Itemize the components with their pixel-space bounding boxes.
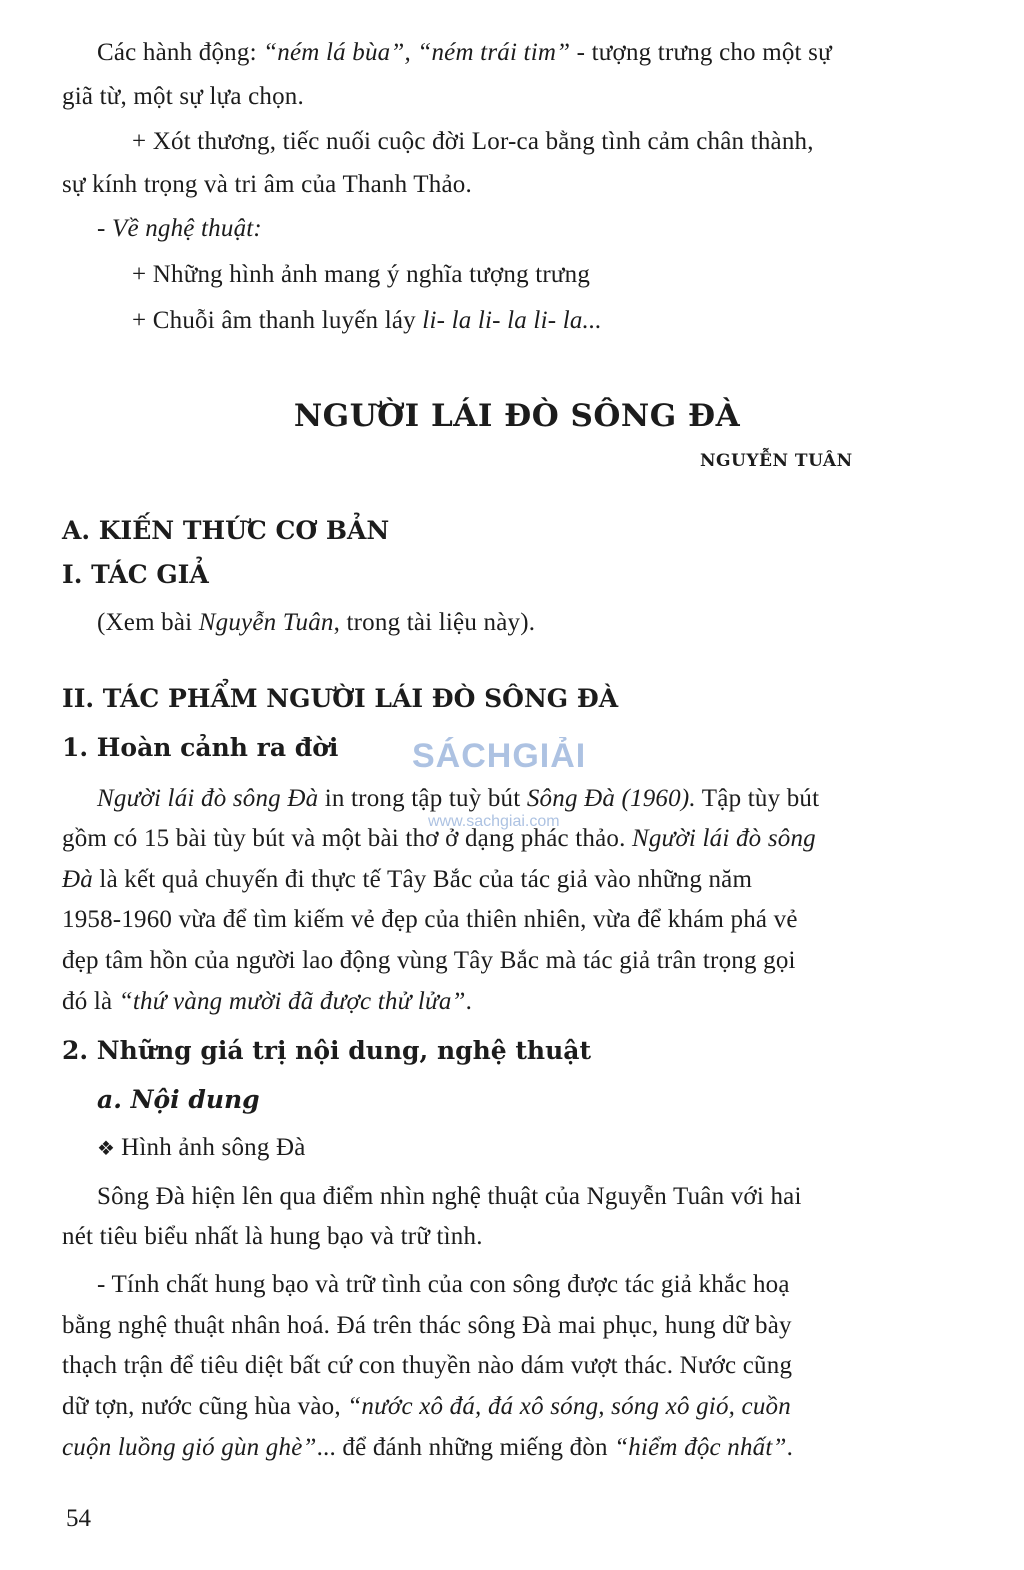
para3-line-3: thạch trận để tiêu diệt bất cứ con thuyền nào dám vượt thác. Nước cũng — [62, 1352, 793, 1379]
section-ii-heading: II. TÁC PHẨM NGƯỜI LÁI ĐÒ SÔNG ĐÀ — [62, 684, 619, 713]
bullet-item — [97, 1132, 306, 1165]
diamond-bullet-icon: ❖ — [97, 1138, 116, 1160]
prev-line-7-b: li- la li- la li- la... — [422, 307, 602, 334]
para3-line-4 — [62, 1391, 791, 1423]
para1-l3-a: Đà — [62, 866, 93, 893]
watermark-url: www.sachgiai.com — [428, 813, 560, 830]
para1-l6-b: “thứ vàng mười đã được thử lửa” — [118, 988, 466, 1015]
lesson-title: NGƯỜI LÁI ĐÒ SÔNG ĐÀ — [293, 398, 741, 434]
para1-line-6 — [62, 986, 472, 1018]
prev-line-1-a: Các hành động: — [97, 39, 264, 66]
para3-line-2: bằng nghệ thuật nhân hoá. Đá trên thác sông Đà mai phục, hung dữ bày — [62, 1312, 792, 1339]
prev-line-6: + Những hình ảnh mang ý nghĩa tượng trưng — [132, 261, 591, 288]
section-i-heading: I. TÁC GIẢ — [62, 560, 209, 589]
para1-l2-a: gồm có 15 bài tùy bút và một bài thơ ở dạng phác thảo. — [62, 825, 632, 852]
watermark-logo: SÁCHGIẢI — [412, 737, 587, 775]
para1-l1-d: Tập tùy bút — [695, 785, 820, 812]
para1-line-1 — [97, 783, 819, 815]
ref-b: Nguyễn Tuân — [198, 609, 334, 636]
prev-line-3: + Xót thương, tiếc nuối cuộc đời Lor-ca bằng tình cảm chân thành, — [132, 128, 814, 155]
prev-line-4: sự kính trọng và tri âm của Thanh Thảo. — [62, 171, 472, 198]
section-a-heading: A. KIẾN THỨC CƠ BẢN — [62, 516, 390, 545]
bullet-item-text: Hình ảnh sông Đà — [121, 1134, 306, 1161]
subsection-1-heading: 1. Hoàn cảnh ra đời — [62, 733, 339, 762]
prev-line-1-c: - tượng trưng cho một sự — [570, 39, 832, 66]
para3-l5-c: “hiểm độc nhất” — [614, 1434, 787, 1461]
para1-line-3 — [62, 864, 752, 896]
para1-l6-a: đó là — [62, 988, 119, 1015]
para2-line-2: nét tiêu biểu nhất là hung bạo và trữ tình. — [62, 1223, 483, 1250]
prev-line-7-a: + Chuỗi âm thanh luyến láy — [132, 307, 423, 334]
para3-l5-d: . — [786, 1434, 794, 1461]
para1-l6-c: . — [465, 988, 473, 1015]
para1-l3-b: là kết quả chuyến đi thực tế Tây Bắc của tác giả vào những năm — [92, 866, 753, 893]
para2-line-1: Sông Đà hiện lên qua điểm nhìn nghệ thuật của Nguyễn Tuân với hai — [97, 1183, 802, 1210]
para3-line-5 — [62, 1432, 793, 1464]
para1-line-4: 1958-1960 vừa để tìm kiếm vẻ đẹp của thiên nhiên, vừa để khám phá vẻ — [62, 906, 798, 933]
para3-l4-a: dữ tợn, nước cũng hùa vào, — [62, 1393, 348, 1420]
para1-line-2 — [62, 823, 816, 855]
prev-line-1 — [97, 37, 832, 69]
para1-l2-b: Người lái đò sông — [631, 825, 816, 852]
subsection-2-heading: 2. Những giá trị nội dung, nghệ thuật — [62, 1036, 592, 1065]
para3-l5-a: cuộn luồng gió gùn ghè” — [62, 1434, 317, 1461]
ref-c: , trong tài liệu này). — [333, 609, 536, 636]
para1-l1-c: Sông Đà (1960). — [526, 785, 696, 812]
ref-a: (Xem bài — [97, 609, 199, 636]
para3-line-1: - Tính chất hung bạo và trữ tình của con sông được tác giả khắc hoạ — [97, 1271, 790, 1298]
author-name: NGUYỄN TUÂN — [700, 451, 853, 471]
para1-l1-a: Người lái đò sông Đà — [97, 785, 319, 812]
prev-line-1-quote: “ném lá bùa”, “ném trái tim” — [263, 39, 571, 66]
para1-l1-b: in trong tập tuỳ bút — [318, 785, 527, 812]
subsection-a-heading: a. Nội dung — [97, 1085, 260, 1114]
para3-l4-b: “nước xô đá, đá xô sóng, sóng xô gió, cuồn — [347, 1393, 791, 1420]
prev-line-2: giã từ, một sự lựa chọn. — [62, 83, 304, 110]
para3-l5-b: ... để đánh những miếng đòn — [316, 1434, 615, 1461]
prev-line-5: - Về nghệ thuật: — [97, 215, 262, 242]
page-number: 54 — [66, 1505, 91, 1532]
author-reference — [97, 607, 535, 639]
prev-line-7 — [132, 305, 602, 337]
para1-line-5: đẹp tâm hồn của người lao động vùng Tây Bắc mà tác giả trân trọng gọi — [62, 947, 796, 974]
